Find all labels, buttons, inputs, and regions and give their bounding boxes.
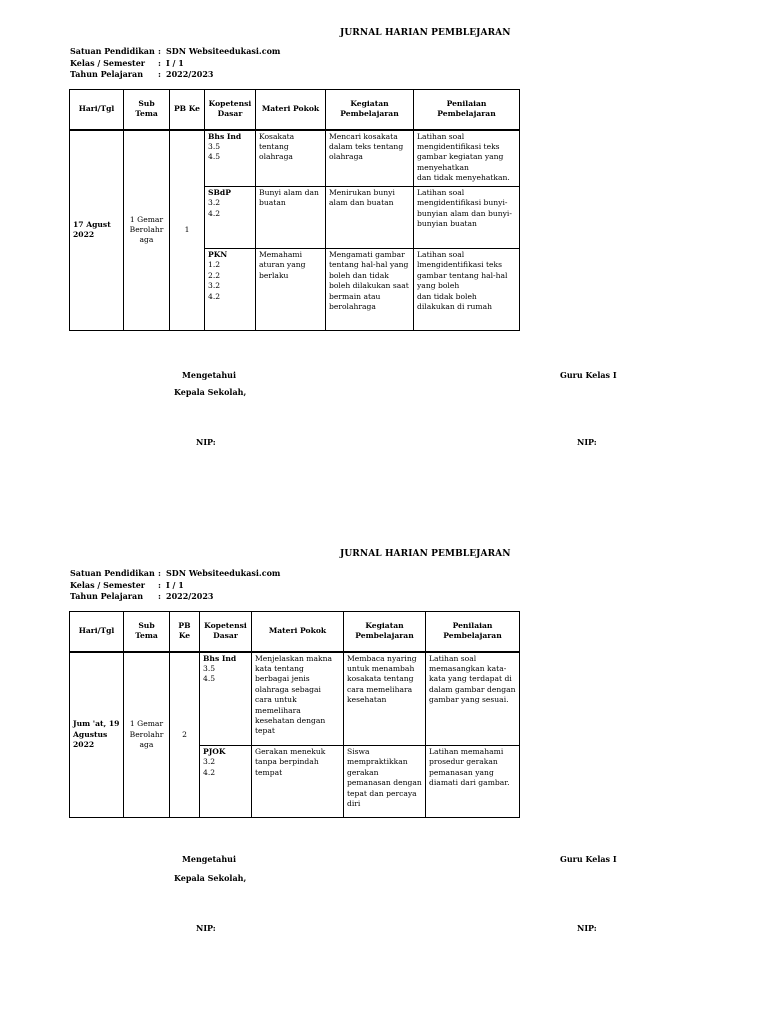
header-penilaian: Penilaian Pembelajaran	[426, 612, 520, 652]
penilaian-cell: Latihan memahami prosedur gerakan pemanasan yang diamati dari gambar.	[426, 746, 520, 818]
pb-cell: 2	[170, 652, 200, 818]
kd-subject: SBdP	[208, 188, 231, 197]
subtema-cell: 1 Gemar Berolahr aga	[124, 652, 170, 818]
materi-cell: Bunyi alam dan buatan	[256, 187, 326, 249]
kelas-label: Kelas / Semester	[70, 579, 146, 590]
kd-subject: Bhs Ind	[208, 131, 242, 141]
sheet-title: JURNAL HARIAN PEMBLEJARAN	[340, 549, 511, 559]
school-info: Satuan Pendidikan : SDN Websiteedukasi.com Kelas / Semester : I / 1 Tahun Pelajaran : 2022/2023	[70, 568, 281, 601]
satuan-value: SDN Websiteedukasi.com	[166, 568, 281, 578]
header-penilaian: Penilaian Pembelajaran	[414, 90, 520, 130]
header-sub-tema: Sub Tema	[124, 612, 170, 652]
kegiatan-cell: Menirukan bunyi alam dan buatan	[326, 187, 414, 249]
kd-codes: 3.5 4.5	[208, 141, 221, 162]
table-row	[70, 652, 520, 746]
kegiatan-cell: Membaca nyaring untuk menambah kosakata tentang cara memelihara kesehatan	[344, 652, 426, 746]
mengetahui-label: Mengetahui	[182, 854, 236, 864]
penilaian-cell: Latihan soal memasangkan kata-kata yang terdapat di dalam gambar dengan gambar yang sesuai.	[426, 652, 520, 746]
tahun-label: Tahun Pelajaran	[70, 69, 144, 79]
nip-right: NIP:	[577, 437, 597, 447]
nip-left: NIP:	[196, 923, 216, 933]
kd-codes: 1.2 2.2 3.2 4.2	[208, 260, 221, 301]
kegiatan-cell: Mencari kosakata dalam teks tentang olahraga	[326, 130, 414, 187]
header-kegiatan: Kegiatan Pembelajaran	[344, 612, 426, 652]
kd-codes: 3.2 4.2	[208, 198, 221, 218]
header-kompetensi: Kopetensi Dasar	[200, 612, 252, 652]
materi-cell: Kosakata tentang olahraga	[256, 130, 326, 187]
materi-cell: Gerakan menekuk tanpa berpindah tempat	[252, 746, 344, 818]
sheet-title: JURNAL HARIAN PEMBLEJARAN	[340, 28, 511, 38]
satuan-label: Satuan Pendidikan	[70, 46, 155, 56]
satuan-value: SDN Websiteedukasi.com	[166, 46, 281, 56]
header-materi: Materi Pokok	[252, 612, 344, 652]
penilaian-cell: Latihan soal lmengidentifikasi teks gambar tentang hal-hal yang boleh dan tidak boleh dilakukan di rumah	[414, 249, 520, 331]
journal-sheet-2	[0, 520, 768, 1020]
penilaian-cell: Latihan soal mengidentifikasi bunyi-bunyian alam dan bunyi-bunyian buatan	[414, 187, 520, 249]
table-row	[70, 130, 520, 187]
header-kompetensi: Kopetensi Dasar	[205, 90, 256, 130]
kegiatan-cell: Siswa mempraktikkan gerakan pemanasan dengan tepat dan percaya diri	[344, 746, 426, 818]
kelas-value: I / 1	[166, 579, 184, 590]
journal-table	[69, 89, 520, 331]
tahun-label: Tahun Pelajaran	[70, 591, 144, 601]
materi-cell: Menjelaskan makna kata tentang berbagai jenis olahraga sebagai cara untuk memelihara kesehatan dengan tepat	[252, 652, 344, 746]
header-pb-ke: PB Ke	[170, 90, 205, 130]
guru-kelas-label: Guru Kelas I	[560, 854, 617, 864]
kd-cell	[200, 746, 252, 818]
header-hari-tgl: Hari/Tgl	[70, 612, 124, 652]
kelas-label: Kelas / Semester	[70, 57, 146, 68]
materi-cell: Memahami aturan yang berlaku	[256, 249, 326, 331]
date-cell: 17 Agust 2022	[70, 130, 124, 331]
kd-subject: PJOK	[203, 747, 226, 756]
kd-cell	[205, 130, 256, 187]
guru-kelas-label: Guru Kelas I	[560, 370, 617, 380]
mengetahui-label: Mengetahui	[182, 370, 236, 380]
kd-subject: Bhs Ind	[203, 653, 237, 663]
nip-right: NIP:	[577, 923, 597, 933]
school-info: Satuan Pendidikan : SDN Websiteedukasi.com Kelas / Semester : I / 1 Tahun Pelajaran : 2022/2023	[70, 46, 281, 79]
kd-cell	[205, 249, 256, 331]
kd-subject: PKN	[208, 250, 228, 259]
journal-table	[69, 611, 520, 818]
kepala-sekolah-label: Kepala Sekolah,	[174, 387, 247, 397]
tahun-value: 2022/2023	[166, 591, 214, 601]
subtema-cell: 1 Gemar Berolahr aga	[124, 130, 170, 331]
header-hari-tgl: Hari/Tgl	[70, 90, 124, 130]
kd-codes: 3.2 4.2	[203, 757, 216, 777]
kd-cell	[200, 652, 252, 746]
header-sub-tema: Sub Tema	[124, 90, 170, 130]
kd-cell	[205, 187, 256, 249]
header-materi: Materi Pokok	[256, 90, 326, 130]
tahun-value: 2022/2023	[166, 69, 214, 79]
kepala-sekolah-label: Kepala Sekolah,	[174, 873, 247, 883]
nip-left: NIP:	[196, 437, 216, 447]
pb-cell: 1	[170, 130, 205, 331]
date-cell: Jum 'at, 19 Agustus 2022	[70, 652, 124, 818]
penilaian-cell: Latihan soal mengidentifikasi teks gambar kegiatan yang menyehatkan dan tidak menyehatkan.	[414, 130, 520, 187]
header-pb-ke: PB Ke	[170, 612, 200, 652]
journal-sheet-1	[0, 0, 768, 500]
kd-codes: 3.5 4.5	[203, 663, 216, 684]
header-kegiatan: Kegiatan Pembelajaran	[326, 90, 414, 130]
satuan-label: Satuan Pendidikan	[70, 568, 155, 578]
kelas-value: I / 1	[166, 57, 184, 68]
kegiatan-cell: Mengamati gambar tentang hal-hal yang boleh dan tidak boleh dilakukan saat bermain atau berolahraga	[326, 249, 414, 331]
